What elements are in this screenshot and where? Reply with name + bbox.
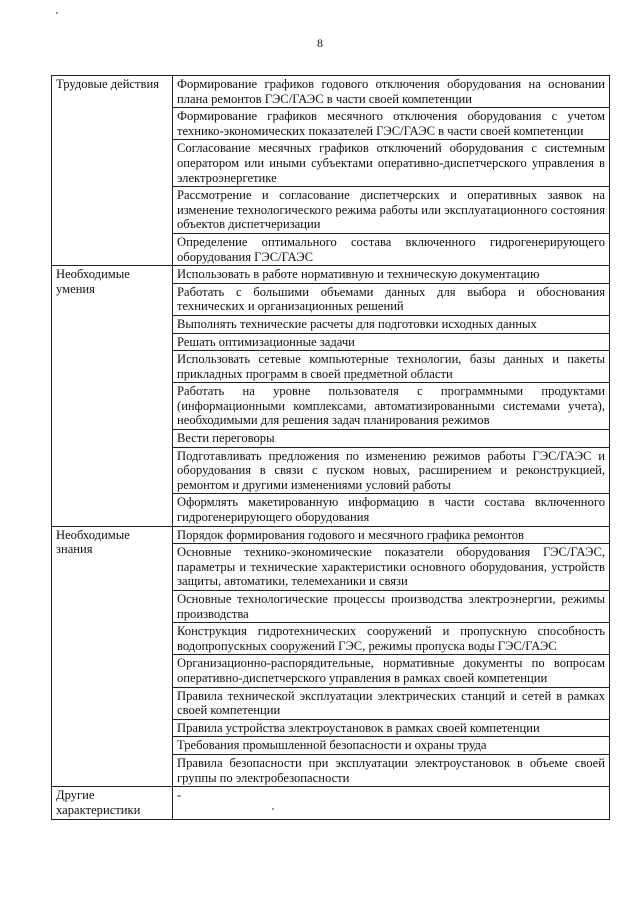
section-item: Решать оптимизационные задачи [173, 333, 610, 351]
section-item: Использовать в работе нормативную и техническую документацию [173, 266, 610, 284]
section-item: Организационно-распорядительные, нормативные документы по вопросам оперативно-диспетчерского управления в рамках своей компетенции [173, 655, 610, 687]
section-item: Работать с большими объемами данных для выбора и обоснования технических и организационных решений [173, 283, 610, 315]
requirements-table-body [52, 76, 610, 820]
table-row [52, 526, 610, 544]
section-item: Выполнять технические расчеты для подготовки исходных данных [173, 315, 610, 333]
section-item: Порядок формирования годового и месячного графика ремонтов [173, 526, 610, 544]
table-row [52, 787, 610, 820]
section-item: Правила устройства электроустановок в рамках своей компетенции [173, 719, 610, 737]
section-item: - [173, 787, 610, 820]
page-number: 8 [317, 36, 323, 50]
section-item: Определение оптимального состава включенного гидрогенерирующего оборудования ГЭС/ГАЭС [173, 233, 610, 265]
section-item: Правила безопасности при эксплуатации электроустановок в объеме своей группы по электробезопасности [173, 754, 610, 786]
section-item: Правила технической эксплуатации электрических станций и сетей в рамках своей компетенции [173, 687, 610, 719]
table-row [52, 266, 610, 284]
requirements-table [51, 75, 610, 820]
section-item: Оформлять макетированную информацию в части состава включенного гидрогенерирующего оборудования [173, 494, 610, 526]
section-item: Конструкция гидротехнических сооружений и пропускную способность водопропускных сооружений ГЭС, режимы пропуска воды ГЭС/ГАЭС [173, 623, 610, 655]
scan-speck [56, 12, 58, 14]
section-item: Рассмотрение и согласование диспетчерских и оперативных заявок на изменение технологического режима работы или эксплуатационного состояния объектов диспетчеризации [173, 187, 610, 234]
section-item: Работать на уровне пользователя с программными продуктами (информационными комплексами, автоматизированными системами учета), необходимыми для решения задач планирования режимов [173, 383, 610, 430]
section-item: Вести переговоры [173, 430, 610, 448]
section-label: Необходимые умения [52, 266, 173, 527]
section-label: Необходимые знания [52, 526, 173, 787]
section-item: Использовать сетевые компьютерные технологии, базы данных и пакеты прикладных программ в своей предметной области [173, 351, 610, 383]
section-item: Требования промышленной безопасности и охраны труда [173, 737, 610, 755]
section-item: Основные технологические процессы производства электроэнергии, режимы производства [173, 591, 610, 623]
section-label: Трудовые действия [52, 76, 173, 266]
section-label: Другие характеристики [52, 787, 173, 820]
section-item: Подготавливать предложения по изменению режимов работы ГЭС/ГАЭС и оборудования в связи с пуском новых, расширением и реконструкцией, ремонтом и другими изменениями условий работы [173, 447, 610, 494]
section-item: Основные технико-экономические показатели оборудования ГЭС/ГАЭС, параметры и технические характеристики основного оборудования, устройств защиты, автоматики, телемеханики и связи [173, 544, 610, 591]
section-item: Формирование графиков годового отключения оборудования на основании плана ремонтов ГЭС/ГАЭС в части своей компетенции [173, 76, 610, 108]
section-item: Согласование месячных графиков отключений оборудования с системным оператором или иными субъектами оперативно-диспетчерского управления в электроэнергетике [173, 140, 610, 187]
table-row [52, 76, 610, 108]
section-item: Формирование графиков месячного отключения оборудования с учетом технико-экономических показателей ГЭС/ГАЭС в части своей компетенции [173, 108, 610, 140]
